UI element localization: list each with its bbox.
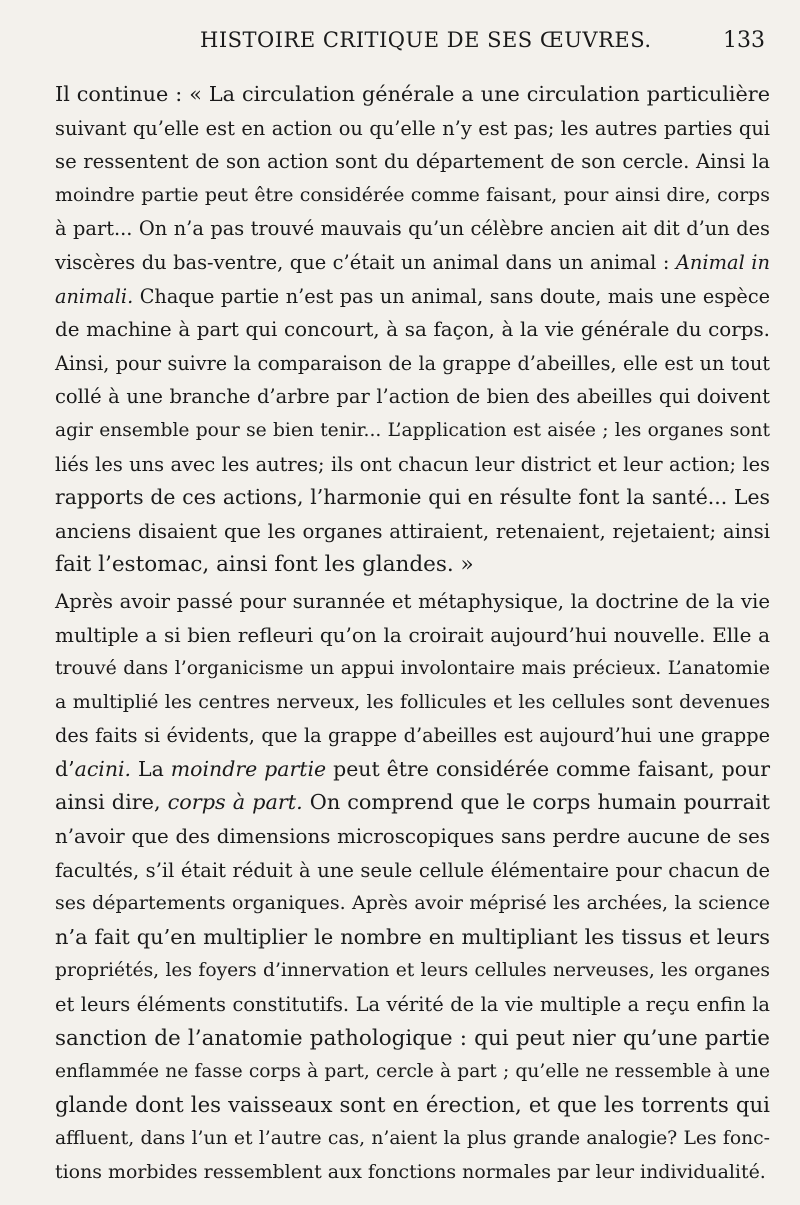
text-segment: Chaque partie n’est pas un animal, sans doute, mais une espèce bbox=[133, 284, 770, 308]
text-segment: facultés, s’il était réduit à une seule cellule élémentaire pour chacun de bbox=[55, 858, 770, 882]
text-segment: se ressentent de son action sont du département de son cercle. Ainsi la bbox=[55, 150, 770, 174]
text-line bbox=[55, 515, 770, 549]
text-line bbox=[55, 212, 770, 246]
text-segment: liés les uns avec les autres; ils ont chacun leur district et leur action; les bbox=[55, 452, 770, 476]
text-line bbox=[55, 1122, 770, 1156]
text-segment: multiple a si bien refleuri qu’on la croirait aujourd’hui nouvelle. Elle a bbox=[55, 622, 770, 647]
text-segment: affluent, dans l’un et l’autre cas, n’aient la plus grande analogie? Les fonc- bbox=[55, 1128, 770, 1150]
text-segment: Après avoir passé pour surannée et métaphysique, la doctrine de la vie bbox=[55, 589, 770, 613]
text-line bbox=[55, 719, 770, 753]
text-line bbox=[55, 78, 770, 112]
text-segment: tions morbides ressemblent aux fonctions normales par leur individualité. bbox=[55, 1161, 766, 1183]
text-segment: peut être considérée comme faisant, pour bbox=[326, 756, 770, 781]
italic-text: moindre partie bbox=[170, 756, 327, 781]
text-line bbox=[55, 1156, 770, 1190]
text-line bbox=[55, 313, 770, 347]
text-line bbox=[55, 448, 770, 482]
text-segment: fait l’estomac, ainsi font les glandes. » bbox=[55, 552, 474, 578]
text-segment: propriétés, les foyers d’innervation et leurs cellules nerveuses, les organes bbox=[55, 960, 770, 982]
text-line bbox=[55, 753, 770, 787]
text-line bbox=[55, 112, 770, 146]
text-line bbox=[55, 246, 770, 280]
text-segment: suivant qu’elle est en action ou qu’elle n’y est pas; les autres parties qui bbox=[55, 116, 770, 140]
page-number: 133 bbox=[723, 28, 765, 53]
text-segment: Il continue : « La circulation générale a une circulation particulière bbox=[55, 82, 770, 106]
text-line bbox=[55, 619, 770, 653]
text-line bbox=[55, 887, 770, 921]
text-line bbox=[55, 1089, 770, 1123]
italic-text: acini. bbox=[74, 756, 132, 781]
text-line bbox=[55, 347, 770, 381]
italic-text: animali. bbox=[55, 284, 134, 308]
text-line bbox=[55, 481, 770, 515]
text-segment: n’avoir que des dimensions microscopiques sans perdre aucune de ses bbox=[55, 825, 770, 849]
text-segment: d’ bbox=[55, 756, 75, 781]
text-segment: enflammée ne fasse corps à part, cercle à part ; qu’elle ne ressemble à une bbox=[55, 1061, 770, 1083]
text-line bbox=[55, 652, 770, 686]
italic-text: Animal in bbox=[675, 250, 770, 274]
text-segment: anciens disaient que les organes attiraient, retenaient, rejetaient; ainsi bbox=[55, 519, 770, 543]
text-segment: rapports de ces actions, l’harmonie qui en résulte font la santé... Les bbox=[55, 485, 770, 510]
running-title: HISTOIRE CRITIQUE DE SES ŒUVRES. bbox=[200, 28, 652, 52]
text-line bbox=[55, 414, 770, 448]
text-segment: moindre partie peut être considérée comme faisant, pour ainsi dire, corps bbox=[55, 183, 770, 206]
text-segment: et leurs éléments constitutifs. La vérité de la vie multiple a reçu enfin la bbox=[55, 993, 770, 1017]
text-line bbox=[55, 1022, 770, 1056]
text-segment: glande dont les vaisseaux sont en érection, et que les torrents qui bbox=[55, 1092, 770, 1118]
running-head bbox=[0, 28, 800, 58]
text-segment: trouvé dans l’organicisme un appui involontaire mais précieux. L’anatomie bbox=[55, 658, 770, 680]
text-line bbox=[55, 854, 770, 888]
text-line bbox=[55, 145, 770, 179]
text-segment: a multiplié les centres nerveux, les follicules et les cellules sont devenues bbox=[55, 690, 770, 713]
text-segment: sanction de l’anatomie pathologique : qui peut nier qu’une partie bbox=[55, 1025, 770, 1051]
text-line bbox=[55, 548, 770, 582]
text-line bbox=[55, 1055, 770, 1089]
text-segment: viscères du bas-ventre, que c’était un animal dans un animal : bbox=[55, 250, 676, 274]
italic-text: corps à part. bbox=[167, 790, 303, 815]
text-line bbox=[55, 585, 770, 619]
text-segment: On comprend que le corps humain pourrait bbox=[302, 790, 770, 815]
text-line bbox=[55, 380, 770, 414]
text-segment: Ainsi, pour suivre la comparaison de la grappe d’abeilles, elle est un tout bbox=[55, 351, 770, 375]
text-segment: n’a fait qu’en multiplier le nombre en multipliant les tissus et leurs bbox=[55, 924, 770, 949]
text-line bbox=[55, 921, 770, 955]
text-line bbox=[55, 686, 770, 720]
text-segment: de machine à part qui concourt, à sa façon, à la vie générale du corps. bbox=[55, 318, 770, 342]
text-segment: collé à une branche d’arbre par l’action de bien des abeilles qui doivent bbox=[55, 385, 770, 409]
text-segment: à part... On n’a pas trouvé mauvais qu’un célèbre ancien ait dit d’un des bbox=[55, 217, 770, 241]
paragraph bbox=[55, 78, 770, 582]
text-line bbox=[55, 179, 770, 213]
text-line bbox=[55, 988, 770, 1022]
text-line bbox=[55, 280, 770, 314]
text-segment: agir ensemble pour se bien tenir... L’application est aisée ; les organes sont bbox=[55, 419, 770, 441]
text-line bbox=[55, 820, 770, 854]
body-text bbox=[55, 78, 770, 1190]
text-segment: ainsi dire, bbox=[55, 790, 168, 815]
text-segment: des faits si évidents, que la grappe d’abeilles est aujourd’hui une grappe bbox=[55, 724, 770, 748]
text-segment: La bbox=[131, 756, 171, 781]
text-segment: ses départements organiques. Après avoir méprisé les archées, la science bbox=[55, 892, 770, 915]
paragraph bbox=[55, 585, 770, 1190]
text-line bbox=[55, 786, 770, 820]
text-line bbox=[55, 954, 770, 988]
